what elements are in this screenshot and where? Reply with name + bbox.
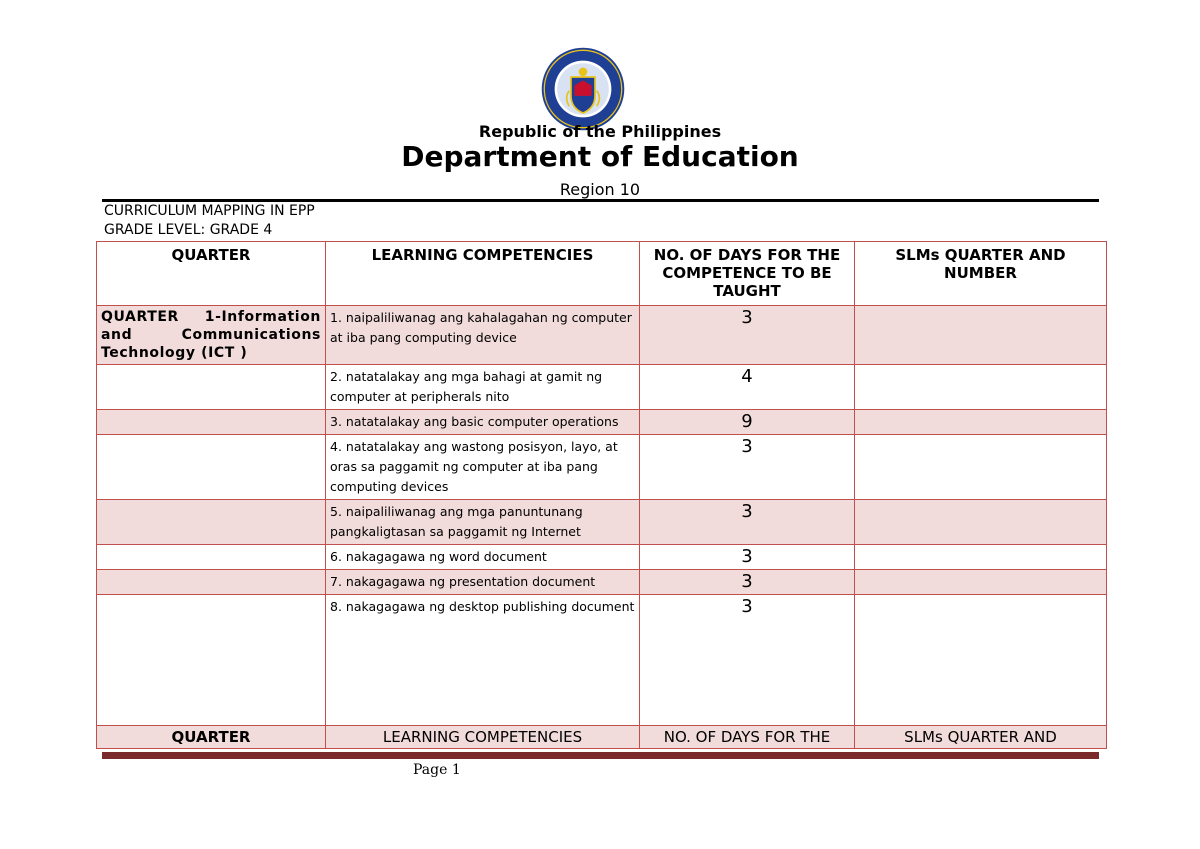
days-cell: 3: [640, 570, 855, 595]
quarter-cell: [97, 595, 326, 726]
competency-cell: 8. nakagagawa ng desktop publishing document: [326, 595, 640, 726]
quarter-cell: [97, 365, 326, 410]
header-region: Region 10: [559, 180, 641, 199]
footer-divider: [102, 752, 1099, 759]
days-cell: 3: [640, 595, 855, 726]
header-divider: [102, 199, 1099, 202]
days-cell: 4: [640, 365, 855, 410]
table-row: [97, 435, 1107, 500]
slm-cell: [855, 435, 1107, 500]
table-header-row: [97, 242, 1107, 306]
page-number: Page 1: [413, 762, 461, 778]
competency-cell: 1. naipaliliwanag ang kahalagahan ng computer at iba pang computing device: [326, 306, 640, 365]
table-footer-row: [97, 726, 1107, 749]
table-row: [97, 500, 1107, 545]
header-quarter: QUARTER: [97, 242, 326, 306]
table-row: [97, 545, 1107, 570]
slm-cell: [855, 306, 1107, 365]
days-cell: 9: [640, 410, 855, 435]
footer-slms: SLMs QUARTER AND: [855, 726, 1107, 749]
quarter-cell: [97, 500, 326, 545]
header-slms: SLMs QUARTER AND NUMBER: [855, 242, 1107, 306]
slm-cell: [855, 365, 1107, 410]
competency-cell: 6. nakagagawa ng word document: [326, 545, 640, 570]
mapping-title: CURRICULUM MAPPING IN EPP: [104, 203, 315, 219]
deped-seal-logo: [540, 46, 626, 132]
header-republic: Republic of the Philippines: [478, 122, 722, 141]
table-row: [97, 595, 1107, 726]
slm-cell: [855, 545, 1107, 570]
table-row: [97, 570, 1107, 595]
grade-level: GRADE LEVEL: GRADE 4: [104, 222, 273, 238]
quarter-cell: [97, 570, 326, 595]
quarter-label: QUARTER 1-Information and Communications Technology (ICT ): [97, 306, 326, 365]
slm-cell: [855, 500, 1107, 545]
header-days: NO. OF DAYS FOR THE COMPETENCE TO BE TAUGHT: [640, 242, 855, 306]
competency-cell: 3. natatalakay ang basic computer operations: [326, 410, 640, 435]
days-cell: 3: [640, 435, 855, 500]
slm-cell: [855, 595, 1107, 726]
slm-cell: [855, 410, 1107, 435]
footer-quarter: QUARTER: [97, 726, 326, 749]
table-row: [97, 410, 1107, 435]
quarter-cell: [97, 545, 326, 570]
table-row: [97, 306, 1107, 365]
days-cell: 3: [640, 500, 855, 545]
slm-cell: [855, 570, 1107, 595]
header-department: Department of Education: [401, 140, 799, 173]
competency-cell: 7. nakagagawa ng presentation document: [326, 570, 640, 595]
quarter-cell: [97, 410, 326, 435]
header-competencies: LEARNING COMPETENCIES: [326, 242, 640, 306]
competency-cell: 5. naipaliliwanag ang mga panuntunang pangkaligtasan sa paggamit ng Internet: [326, 500, 640, 545]
competency-cell: 4. natatalakay ang wastong posisyon, layo, at oras sa paggamit ng computer at iba pang computing devices: [326, 435, 640, 500]
days-cell: 3: [640, 306, 855, 365]
days-cell: 3: [640, 545, 855, 570]
quarter-cell: [97, 435, 326, 500]
curriculum-table: [96, 241, 1107, 749]
footer-competencies: LEARNING COMPETENCIES: [326, 726, 640, 749]
table-row: [97, 365, 1107, 410]
footer-days: NO. OF DAYS FOR THE: [640, 726, 855, 749]
competency-cell: 2. natatalakay ang mga bahagi at gamit ng computer at peripherals nito: [326, 365, 640, 410]
